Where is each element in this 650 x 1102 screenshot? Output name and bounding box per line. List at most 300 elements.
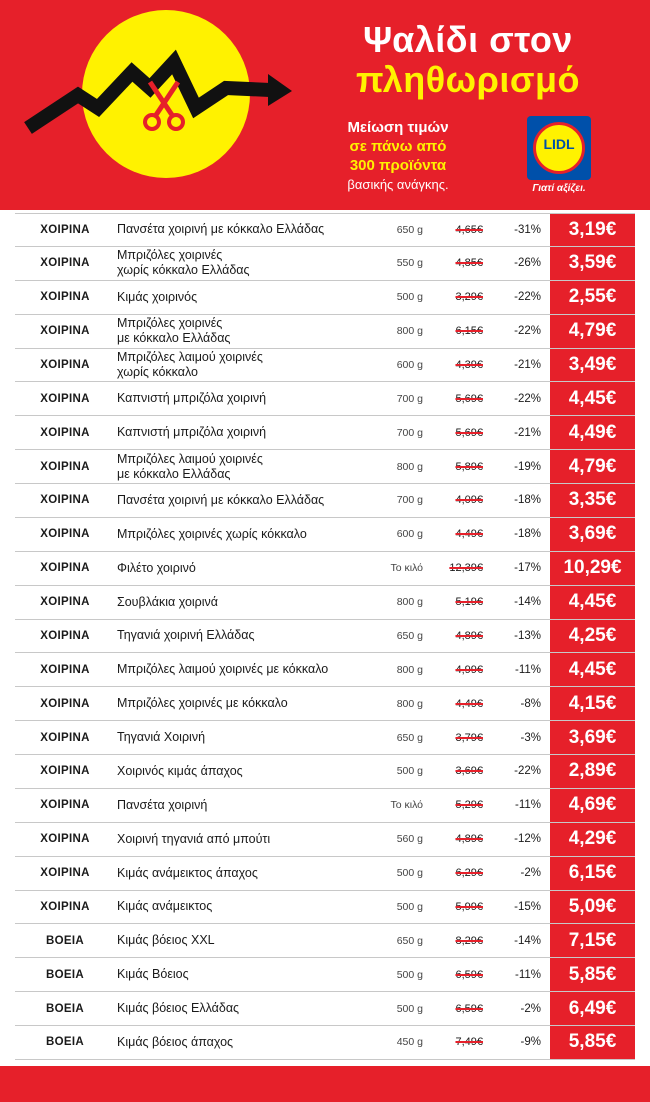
discount-cell: [495, 586, 541, 619]
new-price-text: 10,29€: [563, 557, 622, 579]
product-name-text: Κιμάς χοιρινός: [117, 289, 198, 304]
discount-text: -18%: [514, 528, 541, 541]
discount-cell: [495, 518, 541, 551]
product-name-text: Καπνιστή μπριζόλα χοιρινή: [117, 425, 267, 440]
weight-text: 560 g: [396, 833, 423, 846]
discount-text: -14%: [514, 596, 541, 609]
old-price-text: 4,49€: [455, 697, 483, 710]
old-price-text: 5,19€: [455, 596, 483, 609]
old-price-text: 5,69€: [455, 426, 483, 439]
category-cell: [15, 382, 115, 415]
weight-cell: [383, 992, 423, 1025]
weight-text: 800 g: [396, 460, 423, 473]
product-name-cell: [117, 382, 387, 415]
category-text: ΒΟΕΙΑ: [46, 968, 84, 981]
weight-text: 700 g: [396, 392, 423, 405]
discount-text: -21%: [514, 426, 541, 439]
product-name-text: Φιλέτο χοιρινό: [117, 560, 196, 575]
product-name-cell: [117, 416, 387, 449]
category-cell: [15, 620, 115, 653]
discount-text: -22%: [514, 291, 541, 304]
old-price-cell: [433, 315, 483, 348]
category-text: ΧΟΙΡΙΝΑ: [40, 257, 90, 270]
category-cell: [15, 552, 115, 585]
new-price-cell: [550, 924, 635, 957]
weight-cell: [383, 214, 423, 246]
product-name-text: Χοιρινή τηγανιά από μπούτι: [117, 831, 271, 846]
discount-cell: [495, 349, 541, 382]
table-row: [15, 382, 635, 416]
weight-text: 700 g: [396, 494, 423, 507]
old-price-text: 6,29€: [455, 867, 483, 880]
table-row: [15, 924, 635, 958]
old-price-text: 6,59€: [455, 1002, 483, 1015]
old-price-cell: [433, 992, 483, 1025]
discount-text: -26%: [514, 257, 541, 270]
product-name-text: Μπριζόλες χοιρινές χωρίς κόκκαλο Ελλάδας: [117, 248, 250, 278]
product-name-text: Κιμάς βόειος Ελλάδας: [117, 1001, 240, 1016]
product-name-cell: [117, 349, 387, 382]
category-cell: [15, 349, 115, 382]
old-price-cell: [433, 924, 483, 957]
table-row: [15, 789, 635, 823]
old-price-cell: [433, 518, 483, 551]
table-row: [15, 518, 635, 552]
category-cell: [15, 823, 115, 856]
weight-text: 800 g: [396, 596, 423, 609]
weight-cell: [383, 924, 423, 957]
new-price-text: 4,79€: [568, 320, 617, 342]
category-text: ΧΟΙΡΙΝΑ: [40, 494, 90, 507]
old-price-cell: [433, 755, 483, 788]
new-price-cell: [550, 1026, 635, 1059]
new-price-text: 4,79€: [568, 455, 617, 477]
old-price-text: 4,89€: [455, 629, 483, 642]
new-price-text: 4,49€: [568, 421, 617, 443]
product-name-text: Τηγανιά Χοιρινή: [117, 730, 206, 745]
weight-text: 500 g: [396, 968, 423, 981]
category-cell: [15, 958, 115, 991]
discount-text: -22%: [514, 325, 541, 338]
product-name-text: Μπριζόλες χοιρινές με κόκκαλο: [117, 696, 288, 711]
category-text: ΒΟΕΙΑ: [46, 934, 84, 947]
new-price-text: 3,49€: [568, 353, 617, 375]
category-text: ΧΟΙΡΙΝΑ: [40, 765, 90, 778]
new-price-text: 3,19€: [568, 218, 617, 240]
discount-cell: [495, 653, 541, 686]
category-cell: [15, 484, 115, 517]
product-name-cell: [117, 214, 387, 246]
table-row: [15, 620, 635, 654]
discount-cell: [495, 1026, 541, 1059]
discount-cell: [495, 789, 541, 822]
subheadline-line-2: σε πάνω από: [349, 138, 447, 155]
category-text: ΒΟΕΙΑ: [46, 1036, 84, 1049]
discount-text: -9%: [520, 1036, 541, 1049]
table-row: [15, 450, 635, 484]
discount-cell: [495, 315, 541, 348]
new-price-cell: [550, 992, 635, 1025]
new-price-text: 5,09€: [568, 895, 617, 917]
product-name-text: Μπριζόλες λαιμού χοιρινές χωρίς κόκκαλο: [117, 349, 263, 379]
old-price-cell: [433, 349, 483, 382]
discount-text: -11%: [515, 799, 541, 812]
weight-cell: [383, 281, 423, 314]
product-name-text: Μπριζόλες χοιρινές με κόκκαλο Ελλάδας: [117, 316, 231, 346]
old-price-text: 3,29€: [455, 291, 483, 304]
discount-cell: [495, 552, 541, 585]
discount-text: -21%: [514, 358, 541, 371]
old-price-text: 7,49€: [455, 1036, 483, 1049]
category-text: ΧΟΙΡΙΝΑ: [40, 867, 90, 880]
product-name-cell: [117, 450, 387, 483]
category-text: ΧΟΙΡΙΝΑ: [40, 799, 90, 812]
product-name-text: Χοιρινός κιμάς άπαχος: [117, 763, 243, 778]
old-price-cell: [433, 552, 483, 585]
weight-cell: [383, 823, 423, 856]
weight-text: 500 g: [396, 291, 423, 304]
subheadline-line-4: βασικής ανάγκης.: [347, 177, 449, 192]
category-cell: [15, 247, 115, 280]
product-name-text: Πανσέτα χοιρινή με κόκκαλο Ελλάδας: [117, 492, 325, 507]
product-name-cell: [117, 992, 387, 1025]
discount-text: -14%: [514, 934, 541, 947]
old-price-cell: [433, 382, 483, 415]
headline: [318, 20, 618, 100]
weight-text: 500 g: [396, 867, 423, 880]
category-cell: [15, 924, 115, 957]
category-text: ΧΟΙΡΙΝΑ: [40, 223, 90, 236]
category-cell: [15, 721, 115, 754]
weight-cell: [383, 958, 423, 991]
weight-cell: [383, 518, 423, 551]
category-cell: [15, 789, 115, 822]
new-price-cell: [550, 552, 635, 585]
old-price-text: 4,09€: [455, 494, 483, 507]
weight-cell: [383, 721, 423, 754]
table-row: [15, 315, 635, 349]
category-cell: [15, 857, 115, 890]
old-price-cell: [433, 620, 483, 653]
weight-text: 650 g: [396, 223, 423, 236]
weight-text: 500 g: [396, 900, 423, 913]
weight-text: Το κιλό: [390, 799, 423, 812]
product-name-cell: [117, 1026, 387, 1059]
old-price-text: 5,29€: [455, 799, 483, 812]
product-name-cell: [117, 891, 387, 924]
category-cell: [15, 214, 115, 246]
new-price-text: 4,45€: [568, 658, 617, 680]
discount-text: -19%: [514, 460, 541, 473]
discount-text: -17%: [514, 562, 541, 575]
product-name-cell: [117, 484, 387, 517]
new-price-cell: [550, 247, 635, 280]
discount-cell: [495, 721, 541, 754]
product-name-text: Κιμάς βόειος XXL: [117, 933, 215, 948]
table-row: [15, 755, 635, 789]
discount-cell: [495, 382, 541, 415]
category-text: ΧΟΙΡΙΝΑ: [40, 697, 90, 710]
new-price-cell: [550, 755, 635, 788]
product-name-cell: [117, 552, 387, 585]
new-price-text: 3,59€: [568, 252, 617, 274]
new-price-text: 4,25€: [568, 624, 617, 646]
old-price-cell: [433, 214, 483, 246]
product-name-cell: [117, 315, 387, 348]
category-cell: [15, 315, 115, 348]
discount-text: -15%: [514, 900, 541, 913]
old-price-cell: [433, 687, 483, 720]
weight-text: Το κιλό: [390, 562, 423, 575]
product-name-text: Μπριζόλες λαιμού χοιρινές με κόκκαλο Ελλάδας: [117, 451, 263, 481]
table-row: [15, 484, 635, 518]
table-row: [15, 281, 635, 315]
category-cell: [15, 1026, 115, 1059]
new-price-text: 4,29€: [568, 828, 617, 850]
new-price-text: 2,89€: [568, 760, 617, 782]
discount-cell: [495, 281, 541, 314]
category-text: ΧΟΙΡΙΝΑ: [40, 426, 90, 439]
old-price-cell: [433, 416, 483, 449]
new-price-cell: [550, 620, 635, 653]
weight-cell: [383, 586, 423, 619]
table-row: [15, 992, 635, 1026]
table-row: [15, 1026, 635, 1060]
category-text: ΧΟΙΡΙΝΑ: [40, 833, 90, 846]
product-name-text: Τηγανιά χοιρινή Ελλάδας: [117, 628, 255, 643]
old-price-text: 3,79€: [455, 731, 483, 744]
old-price-text: 8,29€: [455, 934, 483, 947]
old-price-text: 4,89€: [455, 833, 483, 846]
weight-text: 700 g: [396, 426, 423, 439]
slogan: Γιατί αξίζει.: [532, 183, 586, 194]
new-price-cell: [550, 518, 635, 551]
new-price-cell: [550, 891, 635, 924]
old-price-cell: [433, 450, 483, 483]
weight-text: 800 g: [396, 663, 423, 676]
category-cell: [15, 281, 115, 314]
category-text: ΒΟΕΙΑ: [46, 1002, 84, 1015]
product-name-cell: [117, 721, 387, 754]
weight-cell: [383, 1026, 423, 1059]
discount-text: -3%: [520, 731, 541, 744]
category-cell: [15, 891, 115, 924]
old-price-text: 4,99€: [455, 663, 483, 676]
old-price-cell: [433, 721, 483, 754]
product-name-cell: [117, 687, 387, 720]
category-cell: [15, 518, 115, 551]
discount-cell: [495, 450, 541, 483]
table-row: [15, 247, 635, 281]
product-name-text: Καπνιστή μπριζόλα χοιρινή: [117, 391, 267, 406]
subheadline-line-1: Μείωση τιμών: [347, 119, 449, 136]
category-cell: [15, 586, 115, 619]
category-cell: [15, 653, 115, 686]
new-price-text: 7,15€: [568, 929, 617, 951]
new-price-text: 6,49€: [568, 997, 617, 1019]
product-name-text: Κιμάς ανάμεικτος: [117, 899, 213, 914]
discount-text: -22%: [514, 765, 541, 778]
category-text: ΧΟΙΡΙΝΑ: [40, 596, 90, 609]
discount-cell: [495, 823, 541, 856]
weight-cell: [383, 484, 423, 517]
discount-cell: [495, 484, 541, 517]
weight-text: 550 g: [396, 257, 423, 270]
discount-cell: [495, 924, 541, 957]
discount-cell: [495, 247, 541, 280]
category-text: ΧΟΙΡΙΝΑ: [40, 528, 90, 541]
weight-text: 800 g: [396, 325, 423, 338]
table-row: [15, 823, 635, 857]
new-price-cell: [550, 382, 635, 415]
weight-cell: [383, 552, 423, 585]
discount-cell: [495, 214, 541, 246]
product-name-cell: [117, 620, 387, 653]
old-price-cell: [433, 789, 483, 822]
discount-cell: [495, 620, 541, 653]
discount-cell: [495, 891, 541, 924]
product-name-cell: [117, 653, 387, 686]
weight-cell: [383, 416, 423, 449]
category-text: ΧΟΙΡΙΝΑ: [40, 562, 90, 575]
discount-cell: [495, 416, 541, 449]
product-name-cell: [117, 958, 387, 991]
product-name-text: Κιμάς βόειος άπαχος: [117, 1034, 234, 1049]
table-row: [15, 349, 635, 383]
discount-text: -8%: [520, 697, 541, 710]
falling-price-arrow-icon: [0, 0, 320, 210]
product-name-cell: [117, 857, 387, 890]
new-price-text: 3,69€: [568, 523, 617, 545]
product-name-text: Πανσέτα χοιρινή με κόκκαλο Ελλάδας: [117, 222, 325, 237]
weight-cell: [383, 349, 423, 382]
discount-cell: [495, 992, 541, 1025]
new-price-cell: [550, 214, 635, 246]
product-name-cell: [117, 755, 387, 788]
new-price-cell: [550, 687, 635, 720]
new-price-cell: [550, 586, 635, 619]
old-price-cell: [433, 281, 483, 314]
weight-text: 600 g: [396, 528, 423, 541]
weight-text: 650 g: [396, 629, 423, 642]
old-price-cell: [433, 857, 483, 890]
new-price-cell: [550, 281, 635, 314]
product-name-text: Κιμάς ανάμεικτος άπαχος: [117, 865, 258, 880]
old-price-text: 5,99€: [455, 900, 483, 913]
weight-cell: [383, 620, 423, 653]
weight-cell: [383, 247, 423, 280]
table-row: [15, 213, 635, 247]
product-name-cell: [117, 281, 387, 314]
old-price-text: 5,89€: [455, 460, 483, 473]
product-name-cell: [117, 247, 387, 280]
table-row: [15, 958, 635, 992]
new-price-text: 5,85€: [568, 1031, 617, 1053]
product-name-cell: [117, 789, 387, 822]
new-price-text: 4,45€: [568, 591, 617, 613]
new-price-cell: [550, 450, 635, 483]
new-price-cell: [550, 315, 635, 348]
footer-bar: [0, 1066, 650, 1102]
new-price-cell: [550, 823, 635, 856]
old-price-text: 6,15€: [455, 325, 483, 338]
discount-text: -11%: [515, 663, 541, 676]
category-text: ΧΟΙΡΙΝΑ: [40, 325, 90, 338]
new-price-cell: [550, 958, 635, 991]
table-row: [15, 721, 635, 755]
new-price-text: 6,15€: [568, 862, 617, 884]
discount-text: -2%: [520, 1002, 541, 1015]
logo-text: LIDL: [543, 136, 575, 152]
subheadline: [318, 118, 478, 194]
header-banner: [0, 0, 650, 210]
old-price-cell: [433, 1026, 483, 1059]
headline-line-2: πληθωρισμό: [355, 59, 581, 100]
new-price-cell: [550, 789, 635, 822]
product-name-text: Μπριζόλες λαιμού χοιρινές με κόκκαλο: [117, 662, 329, 677]
discount-cell: [495, 958, 541, 991]
product-name-cell: [117, 518, 387, 551]
category-cell: [15, 416, 115, 449]
weight-text: 600 g: [396, 358, 423, 371]
weight-cell: [383, 857, 423, 890]
discount-text: -11%: [515, 968, 541, 981]
old-price-cell: [433, 484, 483, 517]
table-row: [15, 416, 635, 450]
weight-text: 650 g: [396, 934, 423, 947]
old-price-text: 6,59€: [455, 968, 483, 981]
discount-text: -22%: [514, 392, 541, 405]
weight-cell: [383, 891, 423, 924]
weight-text: 500 g: [396, 765, 423, 778]
new-price-text: 3,35€: [568, 489, 617, 511]
table-row: [15, 653, 635, 687]
weight-cell: [383, 382, 423, 415]
discount-text: -31%: [514, 223, 541, 236]
new-price-cell: [550, 857, 635, 890]
product-price-table: [15, 213, 635, 1060]
category-text: ΧΟΙΡΙΝΑ: [40, 392, 90, 405]
weight-cell: [383, 653, 423, 686]
discount-text: -13%: [514, 629, 541, 642]
lidl-logo: [527, 116, 591, 180]
category-text: ΧΟΙΡΙΝΑ: [40, 663, 90, 676]
product-name-text: Πανσέτα χοιρινή: [117, 797, 208, 812]
old-price-text: 4,85€: [455, 257, 483, 270]
old-price-text: 3,69€: [455, 765, 483, 778]
product-name-cell: [117, 924, 387, 957]
old-price-cell: [433, 891, 483, 924]
category-text: ΧΟΙΡΙΝΑ: [40, 460, 90, 473]
weight-cell: [383, 315, 423, 348]
category-text: ΧΟΙΡΙΝΑ: [40, 358, 90, 371]
new-price-text: 2,55€: [568, 286, 617, 308]
weight-cell: [383, 789, 423, 822]
new-price-text: 3,69€: [568, 726, 617, 748]
new-price-text: 4,15€: [568, 692, 617, 714]
weight-text: 650 g: [396, 731, 423, 744]
new-price-cell: [550, 653, 635, 686]
new-price-cell: [550, 416, 635, 449]
table-row: [15, 857, 635, 891]
product-name-cell: [117, 586, 387, 619]
category-text: ΧΟΙΡΙΝΑ: [40, 900, 90, 913]
new-price-cell: [550, 721, 635, 754]
new-price-cell: [550, 484, 635, 517]
table-row: [15, 552, 635, 586]
weight-text: 500 g: [396, 1002, 423, 1015]
weight-text: 800 g: [396, 697, 423, 710]
